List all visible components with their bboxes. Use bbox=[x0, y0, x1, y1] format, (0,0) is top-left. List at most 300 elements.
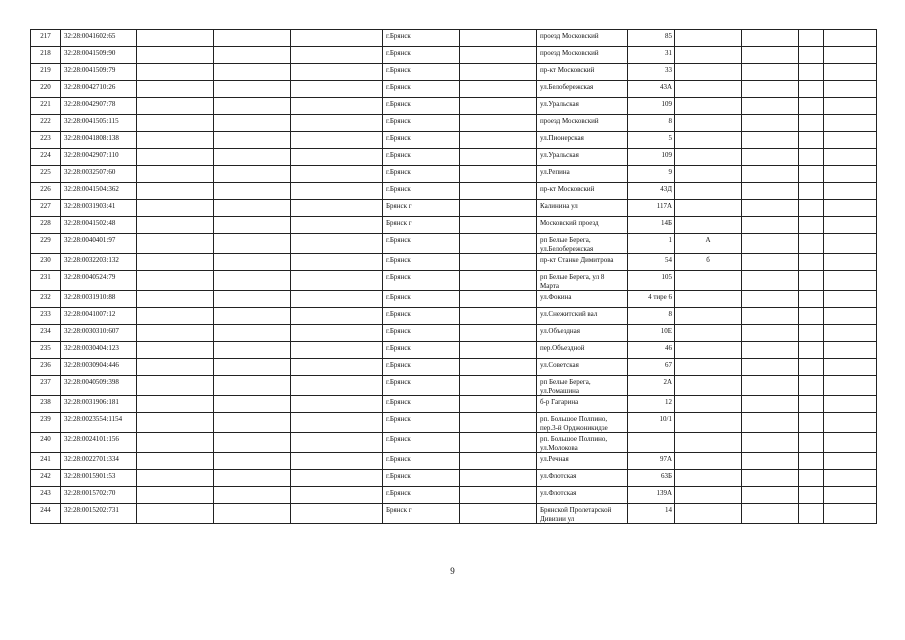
street-cell: Калинина ул bbox=[537, 200, 628, 217]
empty-cell bbox=[824, 64, 877, 81]
empty-cell bbox=[291, 115, 383, 132]
table-row bbox=[31, 359, 877, 376]
house-number-cell: 85 bbox=[628, 30, 675, 47]
empty-cell bbox=[742, 200, 799, 217]
empty-cell bbox=[742, 234, 799, 254]
street-cell: пр-кт Московский bbox=[537, 183, 628, 200]
empty-cell bbox=[291, 325, 383, 342]
empty-cell bbox=[742, 47, 799, 64]
empty-cell bbox=[291, 359, 383, 376]
empty-cell bbox=[460, 396, 537, 413]
row-number-cell: 224 bbox=[31, 149, 61, 166]
empty-cell bbox=[291, 453, 383, 470]
empty-cell bbox=[824, 271, 877, 291]
row-number-cell: 226 bbox=[31, 183, 61, 200]
empty-cell bbox=[742, 166, 799, 183]
house-number-cell: 4 тире 6 bbox=[628, 291, 675, 308]
building-letter-cell: б bbox=[675, 254, 742, 271]
street-cell: ул.Репина bbox=[537, 166, 628, 183]
row-number-cell: 221 bbox=[31, 98, 61, 115]
cadastral-number-cell: 32:28:0024101:156 bbox=[61, 433, 137, 453]
empty-cell bbox=[742, 183, 799, 200]
cadastral-number-cell: 32:28:0041502:48 bbox=[61, 217, 137, 234]
empty-cell bbox=[214, 325, 291, 342]
empty-cell bbox=[460, 487, 537, 504]
empty-cell bbox=[137, 115, 214, 132]
row-number-cell: 227 bbox=[31, 200, 61, 217]
empty-cell bbox=[460, 413, 537, 433]
empty-cell bbox=[460, 217, 537, 234]
house-number-cell: 2А bbox=[628, 376, 675, 396]
empty-cell bbox=[214, 64, 291, 81]
empty-cell bbox=[799, 64, 824, 81]
street-cell: ул.Уральская bbox=[537, 149, 628, 166]
empty-cell bbox=[460, 254, 537, 271]
table-row bbox=[31, 504, 877, 524]
empty-cell bbox=[214, 47, 291, 64]
street-cell: Московский проезд bbox=[537, 217, 628, 234]
building-letter-cell bbox=[675, 81, 742, 98]
empty-cell bbox=[824, 217, 877, 234]
row-number-cell: 222 bbox=[31, 115, 61, 132]
empty-cell bbox=[824, 396, 877, 413]
empty-cell bbox=[824, 376, 877, 396]
street-cell: пр-кт Станке Димитрова bbox=[537, 254, 628, 271]
empty-cell bbox=[460, 47, 537, 64]
cadastral-number-cell: 32:28:0015202:731 bbox=[61, 504, 137, 524]
empty-cell bbox=[291, 217, 383, 234]
empty-cell bbox=[742, 64, 799, 81]
empty-cell bbox=[460, 30, 537, 47]
empty-cell bbox=[214, 30, 291, 47]
empty-cell bbox=[824, 342, 877, 359]
building-letter-cell bbox=[675, 433, 742, 453]
city-cell: г.Брянск bbox=[383, 453, 460, 470]
cadastral-number-cell: 32:28:0032203:132 bbox=[61, 254, 137, 271]
cadastral-number-cell: 32:28:0023554:1154 bbox=[61, 413, 137, 433]
table-row bbox=[31, 98, 877, 115]
empty-cell bbox=[137, 271, 214, 291]
city-cell: г.Брянск bbox=[383, 359, 460, 376]
empty-cell bbox=[742, 376, 799, 396]
row-number-cell: 219 bbox=[31, 64, 61, 81]
empty-cell bbox=[824, 132, 877, 149]
empty-cell bbox=[460, 453, 537, 470]
table-row bbox=[31, 325, 877, 342]
empty-cell bbox=[824, 325, 877, 342]
empty-cell bbox=[742, 325, 799, 342]
empty-cell bbox=[460, 98, 537, 115]
empty-cell bbox=[291, 132, 383, 149]
empty-cell bbox=[799, 453, 824, 470]
empty-cell bbox=[137, 47, 214, 64]
empty-cell bbox=[799, 149, 824, 166]
street-cell: ул.Речная bbox=[537, 453, 628, 470]
empty-cell bbox=[824, 200, 877, 217]
empty-cell bbox=[824, 166, 877, 183]
empty-cell bbox=[291, 30, 383, 47]
empty-cell bbox=[460, 166, 537, 183]
empty-cell bbox=[824, 47, 877, 64]
street-cell: пер.Объездной bbox=[537, 342, 628, 359]
row-number-cell: 236 bbox=[31, 359, 61, 376]
empty-cell bbox=[824, 98, 877, 115]
cadastral-number-cell: 32:28:0042710:26 bbox=[61, 81, 137, 98]
row-number-cell: 235 bbox=[31, 342, 61, 359]
street-cell: пр-кт Московский bbox=[537, 64, 628, 81]
house-number-cell: 109 bbox=[628, 149, 675, 166]
empty-cell bbox=[824, 504, 877, 524]
empty-cell bbox=[460, 183, 537, 200]
empty-cell bbox=[460, 234, 537, 254]
empty-cell bbox=[291, 98, 383, 115]
empty-cell bbox=[799, 217, 824, 234]
empty-cell bbox=[460, 325, 537, 342]
cadastral-number-cell: 32:28:0041007:12 bbox=[61, 308, 137, 325]
cadastral-number-cell: 32:28:0040401:97 bbox=[61, 234, 137, 254]
table-row bbox=[31, 47, 877, 64]
empty-cell bbox=[824, 234, 877, 254]
building-letter-cell bbox=[675, 183, 742, 200]
table-row bbox=[31, 183, 877, 200]
cadastral-number-cell: 32:28:0040524:79 bbox=[61, 271, 137, 291]
house-number-cell: 10Е bbox=[628, 325, 675, 342]
row-number-cell: 217 bbox=[31, 30, 61, 47]
empty-cell bbox=[291, 47, 383, 64]
empty-cell bbox=[742, 291, 799, 308]
empty-cell bbox=[137, 453, 214, 470]
empty-cell bbox=[799, 433, 824, 453]
street-cell: рп Белые Берега, ул.Ромашина bbox=[537, 376, 628, 396]
table-row bbox=[31, 376, 877, 396]
row-number-cell: 234 bbox=[31, 325, 61, 342]
empty-cell bbox=[824, 433, 877, 453]
empty-cell bbox=[137, 413, 214, 433]
house-number-cell: 14 bbox=[628, 504, 675, 524]
cadastral-number-cell: 32:28:0041602:65 bbox=[61, 30, 137, 47]
empty-cell bbox=[799, 413, 824, 433]
empty-cell bbox=[742, 132, 799, 149]
empty-cell bbox=[291, 342, 383, 359]
empty-cell bbox=[291, 200, 383, 217]
empty-cell bbox=[460, 433, 537, 453]
building-letter-cell bbox=[675, 149, 742, 166]
row-number-cell: 243 bbox=[31, 487, 61, 504]
row-number-cell: 225 bbox=[31, 166, 61, 183]
empty-cell bbox=[137, 98, 214, 115]
city-cell: г.Брянск bbox=[383, 487, 460, 504]
empty-cell bbox=[291, 291, 383, 308]
city-cell: г.Брянск bbox=[383, 132, 460, 149]
cadastral-number-cell: 32:28:0031906:181 bbox=[61, 396, 137, 413]
empty-cell bbox=[291, 81, 383, 98]
empty-cell bbox=[214, 470, 291, 487]
empty-cell bbox=[460, 291, 537, 308]
empty-cell bbox=[137, 81, 214, 98]
house-number-cell: 5 bbox=[628, 132, 675, 149]
city-cell: г.Брянск bbox=[383, 470, 460, 487]
empty-cell bbox=[824, 81, 877, 98]
empty-cell bbox=[214, 291, 291, 308]
building-letter-cell bbox=[675, 308, 742, 325]
row-number-cell: 240 bbox=[31, 433, 61, 453]
empty-cell bbox=[799, 200, 824, 217]
cadastral-number-cell: 32:28:0042907:78 bbox=[61, 98, 137, 115]
table-row bbox=[31, 149, 877, 166]
empty-cell bbox=[214, 132, 291, 149]
empty-cell bbox=[742, 271, 799, 291]
city-cell: г.Брянск bbox=[383, 342, 460, 359]
empty-cell bbox=[137, 325, 214, 342]
empty-cell bbox=[291, 183, 383, 200]
cadastral-number-cell: 32:28:0041505:115 bbox=[61, 115, 137, 132]
house-number-cell: 54 bbox=[628, 254, 675, 271]
empty-cell bbox=[214, 115, 291, 132]
street-cell: ул.Фокина bbox=[537, 291, 628, 308]
empty-cell bbox=[214, 200, 291, 217]
city-cell: г.Брянск bbox=[383, 413, 460, 433]
street-cell: ул.Снежитский вал bbox=[537, 308, 628, 325]
page-number: 9 bbox=[450, 566, 455, 576]
cadastral-number-cell: 32:28:0030404:123 bbox=[61, 342, 137, 359]
cadastral-number-cell: 32:28:0030904:446 bbox=[61, 359, 137, 376]
empty-cell bbox=[291, 433, 383, 453]
empty-cell bbox=[799, 81, 824, 98]
empty-cell bbox=[742, 30, 799, 47]
table-row bbox=[31, 470, 877, 487]
city-cell: Брянск г bbox=[383, 217, 460, 234]
row-number-cell: 244 bbox=[31, 504, 61, 524]
house-number-cell: 8 bbox=[628, 308, 675, 325]
empty-cell bbox=[291, 254, 383, 271]
street-cell: рп. Большое Полпино, ул.Молокова bbox=[537, 433, 628, 453]
street-cell: Брянской Пролетарской Дивизии ул bbox=[537, 504, 628, 524]
empty-cell bbox=[460, 149, 537, 166]
house-number-cell: 97А bbox=[628, 453, 675, 470]
table-row bbox=[31, 413, 877, 433]
row-number-cell: 239 bbox=[31, 413, 61, 433]
house-number-cell: 105 bbox=[628, 271, 675, 291]
cadastral-number-cell: 32:28:0041808:138 bbox=[61, 132, 137, 149]
cadastral-number-cell: 32:28:0041509:90 bbox=[61, 47, 137, 64]
table-row bbox=[31, 234, 877, 254]
row-number-cell: 232 bbox=[31, 291, 61, 308]
row-number-cell: 229 bbox=[31, 234, 61, 254]
house-number-cell: 8 bbox=[628, 115, 675, 132]
cadastral-number-cell: 32:28:0032507:60 bbox=[61, 166, 137, 183]
street-cell: ул.Советская bbox=[537, 359, 628, 376]
city-cell: г.Брянск bbox=[383, 81, 460, 98]
building-letter-cell bbox=[675, 396, 742, 413]
street-cell: ул.Флотская bbox=[537, 487, 628, 504]
building-letter-cell bbox=[675, 132, 742, 149]
city-cell: г.Брянск bbox=[383, 64, 460, 81]
empty-cell bbox=[214, 342, 291, 359]
street-cell: рп Белые Берега, ул.Белобережская bbox=[537, 234, 628, 254]
empty-cell bbox=[742, 115, 799, 132]
building-letter-cell bbox=[675, 271, 742, 291]
table-row bbox=[31, 291, 877, 308]
cadastral-number-cell: 32:28:0041509:79 bbox=[61, 64, 137, 81]
house-number-cell: 46 bbox=[628, 342, 675, 359]
empty-cell bbox=[137, 433, 214, 453]
empty-cell bbox=[799, 132, 824, 149]
empty-cell bbox=[291, 234, 383, 254]
house-number-cell: 33 bbox=[628, 64, 675, 81]
table-row bbox=[31, 30, 877, 47]
empty-cell bbox=[291, 308, 383, 325]
empty-cell bbox=[460, 342, 537, 359]
empty-cell bbox=[214, 166, 291, 183]
city-cell: г.Брянск bbox=[383, 254, 460, 271]
empty-cell bbox=[214, 376, 291, 396]
empty-cell bbox=[137, 30, 214, 47]
empty-cell bbox=[214, 254, 291, 271]
empty-cell bbox=[291, 166, 383, 183]
empty-cell bbox=[291, 149, 383, 166]
address-register-table bbox=[30, 29, 877, 524]
empty-cell bbox=[460, 115, 537, 132]
empty-cell bbox=[742, 396, 799, 413]
house-number-cell: 9 bbox=[628, 166, 675, 183]
table-row bbox=[31, 166, 877, 183]
empty-cell bbox=[214, 308, 291, 325]
empty-cell bbox=[460, 64, 537, 81]
empty-cell bbox=[799, 47, 824, 64]
city-cell: г.Брянск bbox=[383, 166, 460, 183]
empty-cell bbox=[214, 413, 291, 433]
empty-cell bbox=[214, 217, 291, 234]
street-cell: проезд Московский bbox=[537, 30, 628, 47]
empty-cell bbox=[460, 376, 537, 396]
building-letter-cell bbox=[675, 376, 742, 396]
table-row bbox=[31, 64, 877, 81]
empty-cell bbox=[799, 234, 824, 254]
empty-cell bbox=[799, 308, 824, 325]
table-row bbox=[31, 396, 877, 413]
empty-cell bbox=[137, 487, 214, 504]
empty-cell bbox=[291, 376, 383, 396]
city-cell: г.Брянск bbox=[383, 376, 460, 396]
table-row bbox=[31, 487, 877, 504]
table-row bbox=[31, 433, 877, 453]
empty-cell bbox=[824, 149, 877, 166]
empty-cell bbox=[137, 234, 214, 254]
empty-cell bbox=[742, 487, 799, 504]
cadastral-number-cell: 32:28:0030310:607 bbox=[61, 325, 137, 342]
city-cell: г.Брянск bbox=[383, 183, 460, 200]
empty-cell bbox=[137, 149, 214, 166]
city-cell: г.Брянск bbox=[383, 149, 460, 166]
empty-cell bbox=[214, 433, 291, 453]
table-row bbox=[31, 132, 877, 149]
building-letter-cell bbox=[675, 487, 742, 504]
row-number-cell: 237 bbox=[31, 376, 61, 396]
house-number-cell: 117А bbox=[628, 200, 675, 217]
city-cell: г.Брянск bbox=[383, 30, 460, 47]
empty-cell bbox=[742, 308, 799, 325]
empty-cell bbox=[742, 149, 799, 166]
city-cell: г.Брянск bbox=[383, 115, 460, 132]
table-row bbox=[31, 254, 877, 271]
row-number-cell: 220 bbox=[31, 81, 61, 98]
empty-cell bbox=[824, 254, 877, 271]
empty-cell bbox=[291, 271, 383, 291]
empty-cell bbox=[214, 98, 291, 115]
table-row bbox=[31, 217, 877, 234]
street-cell: ул.Белобережская bbox=[537, 81, 628, 98]
empty-cell bbox=[214, 487, 291, 504]
empty-cell bbox=[799, 359, 824, 376]
cadastral-number-cell: 32:28:0041504:362 bbox=[61, 183, 137, 200]
empty-cell bbox=[824, 308, 877, 325]
city-cell: г.Брянск bbox=[383, 98, 460, 115]
city-cell: г.Брянск bbox=[383, 325, 460, 342]
empty-cell bbox=[799, 487, 824, 504]
empty-cell bbox=[460, 132, 537, 149]
empty-cell bbox=[214, 234, 291, 254]
empty-cell bbox=[460, 308, 537, 325]
empty-cell bbox=[799, 470, 824, 487]
house-number-cell: 1 bbox=[628, 234, 675, 254]
empty-cell bbox=[824, 359, 877, 376]
empty-cell bbox=[291, 64, 383, 81]
empty-cell bbox=[799, 396, 824, 413]
city-cell: г.Брянск bbox=[383, 433, 460, 453]
empty-cell bbox=[742, 433, 799, 453]
cadastral-number-cell: 32:28:0015901:53 bbox=[61, 470, 137, 487]
empty-cell bbox=[824, 291, 877, 308]
building-letter-cell: А bbox=[675, 234, 742, 254]
table-row bbox=[31, 308, 877, 325]
house-number-cell: 14Б bbox=[628, 217, 675, 234]
cadastral-number-cell: 32:28:0042907:110 bbox=[61, 149, 137, 166]
empty-cell bbox=[137, 359, 214, 376]
empty-cell bbox=[742, 217, 799, 234]
empty-cell bbox=[742, 254, 799, 271]
empty-cell bbox=[137, 183, 214, 200]
empty-cell bbox=[460, 271, 537, 291]
empty-cell bbox=[291, 487, 383, 504]
empty-cell bbox=[742, 470, 799, 487]
empty-cell bbox=[214, 359, 291, 376]
row-number-cell: 223 bbox=[31, 132, 61, 149]
empty-cell bbox=[799, 504, 824, 524]
empty-cell bbox=[460, 200, 537, 217]
row-number-cell: 233 bbox=[31, 308, 61, 325]
empty-cell bbox=[214, 453, 291, 470]
empty-cell bbox=[291, 396, 383, 413]
empty-cell bbox=[824, 487, 877, 504]
building-letter-cell bbox=[675, 470, 742, 487]
house-number-cell: 63Б bbox=[628, 470, 675, 487]
empty-cell bbox=[824, 115, 877, 132]
empty-cell bbox=[742, 98, 799, 115]
empty-cell bbox=[742, 342, 799, 359]
city-cell: г.Брянск bbox=[383, 47, 460, 64]
empty-cell bbox=[214, 396, 291, 413]
empty-cell bbox=[137, 291, 214, 308]
building-letter-cell bbox=[675, 166, 742, 183]
empty-cell bbox=[799, 291, 824, 308]
empty-cell bbox=[824, 183, 877, 200]
empty-cell bbox=[137, 217, 214, 234]
empty-cell bbox=[460, 470, 537, 487]
table-row bbox=[31, 453, 877, 470]
empty-cell bbox=[291, 413, 383, 433]
empty-cell bbox=[460, 81, 537, 98]
city-cell: Брянск г bbox=[383, 504, 460, 524]
